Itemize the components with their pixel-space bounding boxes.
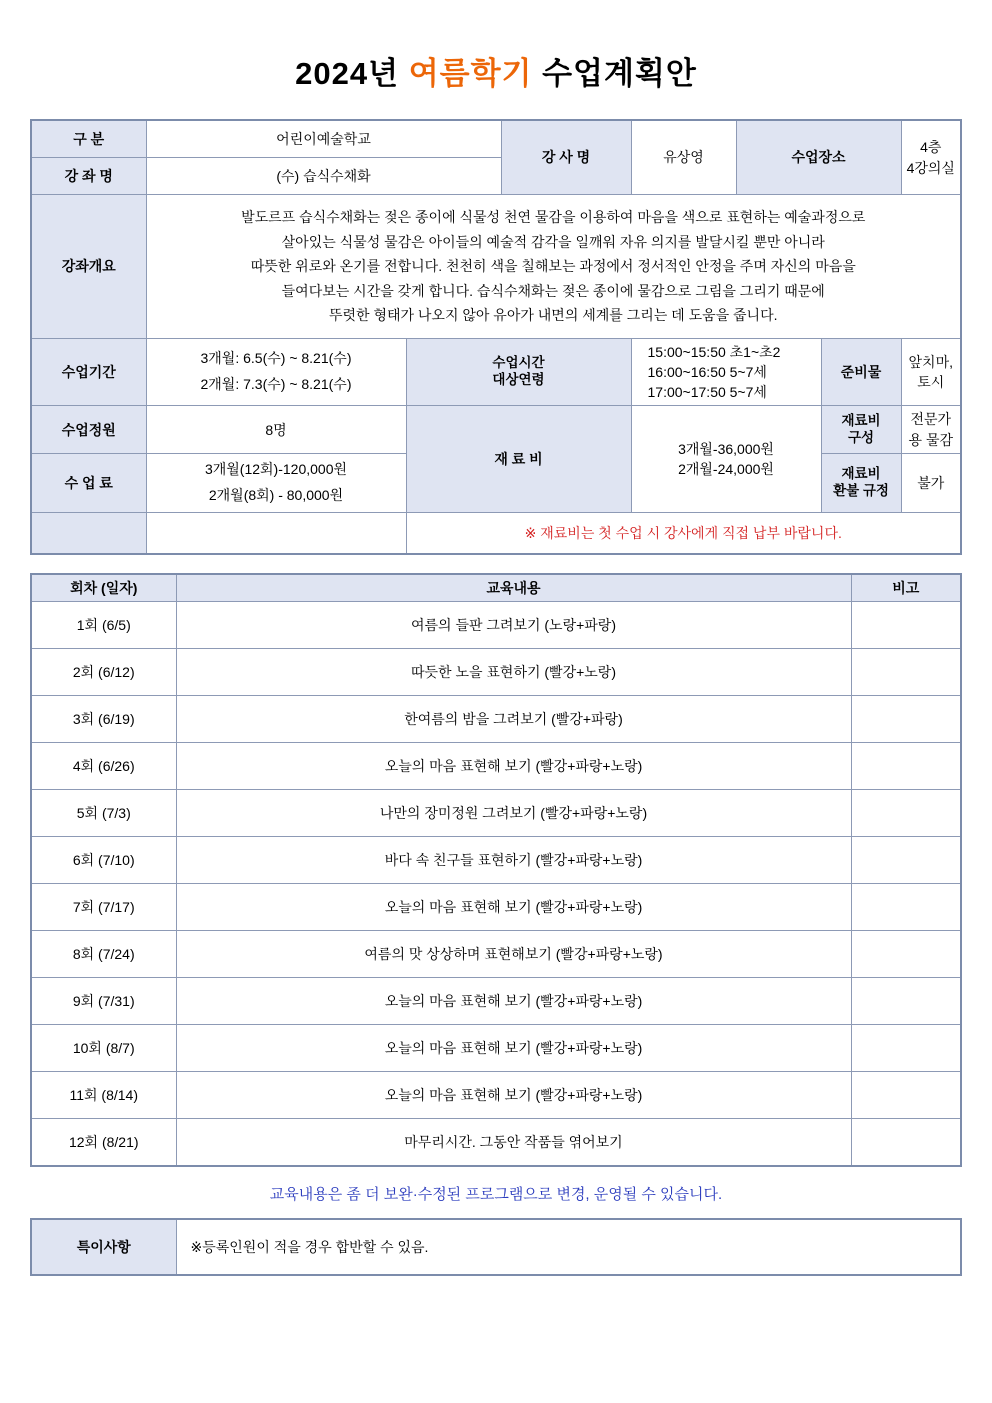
cell-memo	[851, 790, 961, 837]
cell-content: 따듯한 노을 표현하기 (빨강+노랑)	[176, 649, 851, 696]
value-refund: 불가	[901, 453, 961, 512]
value-special-notes: ※등록인원이 적을 경우 합반할 수 있음.	[176, 1219, 961, 1275]
material-fee-line1: 3개월-36,000원	[678, 440, 774, 457]
cell-session: 6회 (7/10)	[31, 837, 176, 884]
table-row	[31, 512, 961, 554]
label-material-composition-line1: 재료비	[841, 412, 881, 428]
value-period	[146, 338, 406, 406]
cell-session: 10회 (8/7)	[31, 1025, 176, 1072]
label-capacity: 수업정원	[31, 406, 146, 454]
value-division: 어린이예술학교	[146, 120, 501, 158]
label-tuition: 수 업 료	[31, 453, 146, 512]
value-teacher: 유상영	[631, 120, 736, 195]
table-row	[31, 1072, 961, 1119]
label-material-composition	[821, 406, 901, 454]
title-accent: 여름학기	[408, 56, 533, 91]
value-place-line2: 4강의실	[906, 159, 955, 176]
value-supplies: 앞치마, 토시	[901, 338, 961, 406]
table-row	[31, 931, 961, 978]
schedule-footnote: 교육내용은 좀 더 보완·수정된 프로그램으로 변경, 운영될 수 있습니다.	[269, 1186, 723, 1204]
cell-content: 마무리시간. 그동안 작품들 엮어보기	[176, 1119, 851, 1167]
cell-memo	[851, 696, 961, 743]
cell-memo	[851, 837, 961, 884]
value-overview	[146, 195, 961, 339]
value-tuition-spacer	[146, 512, 406, 554]
table-row	[31, 195, 961, 339]
table-row	[31, 743, 961, 790]
cell-memo	[851, 1119, 961, 1167]
table-row	[31, 978, 961, 1025]
cell-session: 3회 (6/19)	[31, 696, 176, 743]
table-row	[31, 1025, 961, 1072]
value-capacity: 8명	[146, 406, 406, 454]
cell-session: 5회 (7/3)	[31, 790, 176, 837]
cell-content: 오늘의 마음 표현해 보기 (빨강+파랑+노랑)	[176, 1025, 851, 1072]
cell-content: 오늘의 마음 표현해 보기 (빨강+파랑+노랑)	[176, 978, 851, 1025]
header-content: 교육내용	[176, 574, 851, 602]
value-material-fee	[631, 406, 821, 512]
cell-content: 한여름의 밤을 그려보기 (빨강+파랑)	[176, 696, 851, 743]
table-row	[31, 338, 961, 406]
overview-line: 들여다보는 시간을 갖게 합니다. 습식수채화는 젖은 종이에 물감으로 그림을 그리기 때문에	[281, 282, 825, 299]
value-material-composition: 전문가용 물감	[901, 406, 961, 454]
table-row	[31, 837, 961, 884]
material-fee-line2: 2개월-24,000원	[678, 461, 774, 478]
title-suffix: 수업계획안	[532, 56, 697, 91]
label-period: 수업기간	[31, 338, 146, 406]
label-time-age	[406, 338, 631, 406]
value-place	[901, 120, 961, 195]
period-line2: 2개월: 7.3(수) ~ 8.21(수)	[200, 375, 352, 392]
label-material-composition-line2: 구성	[847, 429, 875, 445]
header-session: 회차 (일자)	[31, 574, 176, 602]
cell-memo	[851, 931, 961, 978]
overview-line: 따뜻한 위로와 온기를 전합니다. 천천히 색을 칠해보는 과정에서 정서적인 안정을 주며 자신의 마음을	[250, 258, 856, 274]
label-material-fee: 재 료 비	[406, 406, 631, 512]
label-overview: 강좌개요	[31, 195, 146, 339]
label-age: 대상연령	[492, 371, 545, 387]
cell-session: 8회 (7/24)	[31, 931, 176, 978]
cell-memo	[851, 602, 961, 649]
title-prefix: 2024년	[295, 56, 409, 91]
schedule-body	[31, 602, 961, 1167]
cell-session: 12회 (8/21)	[31, 1119, 176, 1167]
cell-session: 11회 (8/14)	[31, 1072, 176, 1119]
label-tuition-spacer	[31, 512, 146, 554]
value-course-name: (수) 습식수채화	[146, 158, 501, 195]
cell-memo	[851, 649, 961, 696]
table-row	[31, 1219, 961, 1275]
cell-memo	[851, 1072, 961, 1119]
time-age-line: 15:00~15:50 초1~초2	[647, 343, 781, 360]
special-notes-table	[30, 1218, 962, 1276]
label-refund-line1: 재료비	[841, 466, 881, 481]
cell-memo	[851, 1025, 961, 1072]
label-place: 수업장소	[736, 120, 901, 195]
overview-line: 살아있는 식물성 물감은 아이들의 예술적 감각을 일깨워 자유 의지를 발달시킬 뿐만 아니라	[281, 233, 825, 250]
table-row	[31, 1119, 961, 1167]
cell-content: 여름의 들판 그려보기 (노랑+파랑)	[176, 602, 851, 649]
table-row	[31, 696, 961, 743]
cell-content: 오늘의 마음 표현해 보기 (빨강+파랑+노랑)	[176, 1072, 851, 1119]
cell-content: 바다 속 친구들 표현하기 (빨강+파랑+노랑)	[176, 837, 851, 884]
label-teacher: 강 사 명	[501, 120, 631, 195]
cell-session: 1회 (6/5)	[31, 602, 176, 649]
material-fee-note: ※ 재료비는 첫 수업 시 강사에게 직접 납부 바랍니다.	[406, 512, 961, 554]
table-row	[31, 790, 961, 837]
cell-content: 오늘의 마음 표현해 보기 (빨강+파랑+노랑)	[176, 743, 851, 790]
label-refund-line2: 환불 규정	[833, 482, 889, 498]
label-division: 구 분	[31, 120, 146, 158]
course-info-table	[30, 119, 962, 555]
tuition-line1: 3개월(12회)-120,000원	[204, 460, 348, 477]
cell-memo	[851, 743, 961, 790]
label-special-notes: 특이사항	[31, 1219, 176, 1275]
label-refund	[821, 453, 901, 512]
cell-content: 여름의 맛 상상하며 표현해보기 (빨강+파랑+노랑)	[176, 931, 851, 978]
table-row	[31, 602, 961, 649]
table-row	[31, 884, 961, 931]
tuition-line2: 2개월(8회) - 80,000원	[208, 486, 344, 503]
table-row	[31, 406, 961, 454]
overview-line: 발도르프 습식수채화는 젖은 종이에 식물성 천연 물감을 이용하여 마음을 색으로 표현하는 예술과정으로	[241, 209, 866, 225]
period-line1: 3개월: 6.5(수) ~ 8.21(수)	[200, 350, 352, 367]
page-title	[30, 48, 962, 93]
label-supplies: 준비물	[821, 338, 901, 406]
value-tuition	[146, 453, 406, 512]
value-place-line1: 4층	[920, 139, 942, 156]
cell-memo	[851, 884, 961, 931]
schedule-header-row	[31, 574, 961, 602]
table-row	[31, 120, 961, 158]
header-memo: 비고	[851, 574, 961, 602]
label-course-name: 강 좌 명	[31, 158, 146, 195]
label-time: 수업시간	[492, 355, 545, 371]
time-age-line: 17:00~17:50 5~7세	[647, 384, 767, 401]
table-row	[31, 649, 961, 696]
cell-session: 9회 (7/31)	[31, 978, 176, 1025]
cell-content: 오늘의 마음 표현해 보기 (빨강+파랑+노랑)	[176, 884, 851, 931]
value-time-age	[631, 338, 821, 406]
cell-session: 7회 (7/17)	[31, 884, 176, 931]
overview-line: 뚜렷한 형태가 나오지 않아 유아가 내면의 세계를 그리는 데 도움을 줍니다.	[328, 307, 778, 323]
cell-content: 나만의 장미정원 그려보기 (빨강+파랑+노랑)	[176, 790, 851, 837]
cell-memo	[851, 978, 961, 1025]
cell-session: 2회 (6/12)	[31, 649, 176, 696]
time-age-line: 16:00~16:50 5~7세	[647, 363, 767, 380]
cell-session: 4회 (6/26)	[31, 743, 176, 790]
schedule-table	[30, 573, 962, 1167]
